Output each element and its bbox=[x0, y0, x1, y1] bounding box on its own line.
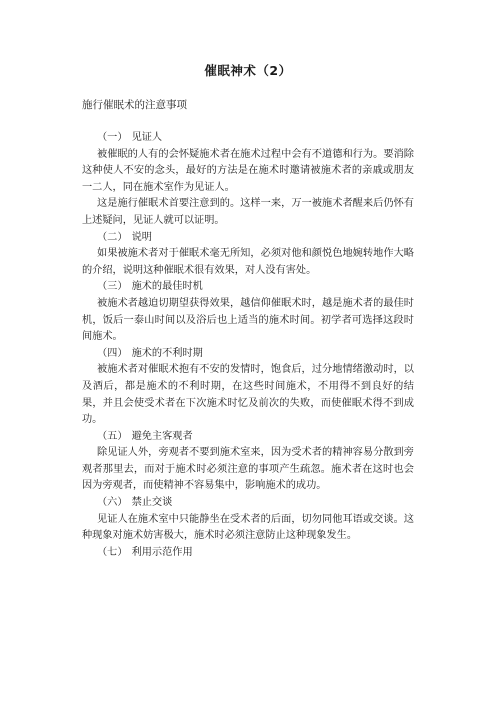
section-heading-text: 利用示范作用 bbox=[131, 546, 193, 558]
section-heading bbox=[82, 346, 414, 363]
section-heading-text: 禁止交谈 bbox=[131, 497, 173, 509]
document-subtitle: 施行催眠术的注意事项 bbox=[82, 99, 187, 111]
section-heading-text: 说明 bbox=[131, 231, 152, 243]
section-number: （五） bbox=[97, 430, 128, 442]
section-number: （四） bbox=[97, 347, 128, 359]
section-number: （六） bbox=[97, 497, 128, 509]
section-heading-text: 见证人 bbox=[131, 132, 163, 143]
section-heading bbox=[82, 429, 414, 446]
section-heading bbox=[82, 130, 414, 147]
paragraph: 被催眠的人有的会怀疑施术者在施术过程中会有不道德和行为。要消除这种使人不安的念头，最好的方法是在施术时邀请被施术者的亲戚或朋友一二人，同在施术室作为见证人。 bbox=[82, 148, 414, 193]
paragraph: 被施术者越迫切期望获得效果，越信仰催眠术时，越是施术者的最佳时机，饭后一泰山时间以及浴后也上适当的施术时间。初学者可选择这段时间施术。 bbox=[82, 297, 414, 343]
section-heading bbox=[82, 279, 414, 296]
document-title: 催眠神术（2） bbox=[204, 63, 292, 78]
paragraph: 除见证人外，旁观者不要到施术室来，因为受术者的精神容易分散到旁观者那里去，而对于施术时必须注意的事项产生疏忽。施术者在这时也会因为旁观者，而使精神不容易集中，影响施术的成功。 bbox=[82, 447, 414, 492]
paragraph: 见证人在施术室中只能静坐在受术者的后面，切勿同他耳语或交谈。这种现象对施术妨害极大，施术时必须注意防止这种现象发生。 bbox=[82, 513, 414, 542]
section-heading-text: 施术的最佳时机 bbox=[131, 281, 203, 293]
section-heading-text: 施术的不利时期 bbox=[131, 347, 203, 359]
section-heading bbox=[82, 545, 414, 562]
section-number: （一） bbox=[97, 132, 128, 143]
paragraph: 如果被施术者对于催眠术毫无所知，必须对他和颜悦色地婉转地作大略的介绍，说明这种催眠术很有效果，对人没有害处。 bbox=[82, 248, 414, 276]
section-number: （二） bbox=[97, 231, 128, 243]
paragraph: 被施术者对催眠术抱有不安的发情时，饱食后，过分地情绪激动时，以及酒后，都是施术的不利时期，在这些时间施术，不用得不到良好的结果，并且会使受术者在下次施术时忆及前次的失败，而使催眠术得不到成功。 bbox=[82, 364, 414, 426]
section-heading-text: 避免主客观者 bbox=[131, 430, 193, 442]
section-heading bbox=[82, 495, 414, 512]
section-number: （三） bbox=[97, 281, 128, 293]
paragraph: 这是施行催眠术首要注意到的。这样一来，万一被施术者醒来后仍怀有上述疑问，见证人就可以证明。 bbox=[82, 198, 414, 226]
section-heading bbox=[82, 230, 414, 247]
document-body bbox=[82, 130, 414, 561]
section-number: （七） bbox=[97, 546, 128, 558]
